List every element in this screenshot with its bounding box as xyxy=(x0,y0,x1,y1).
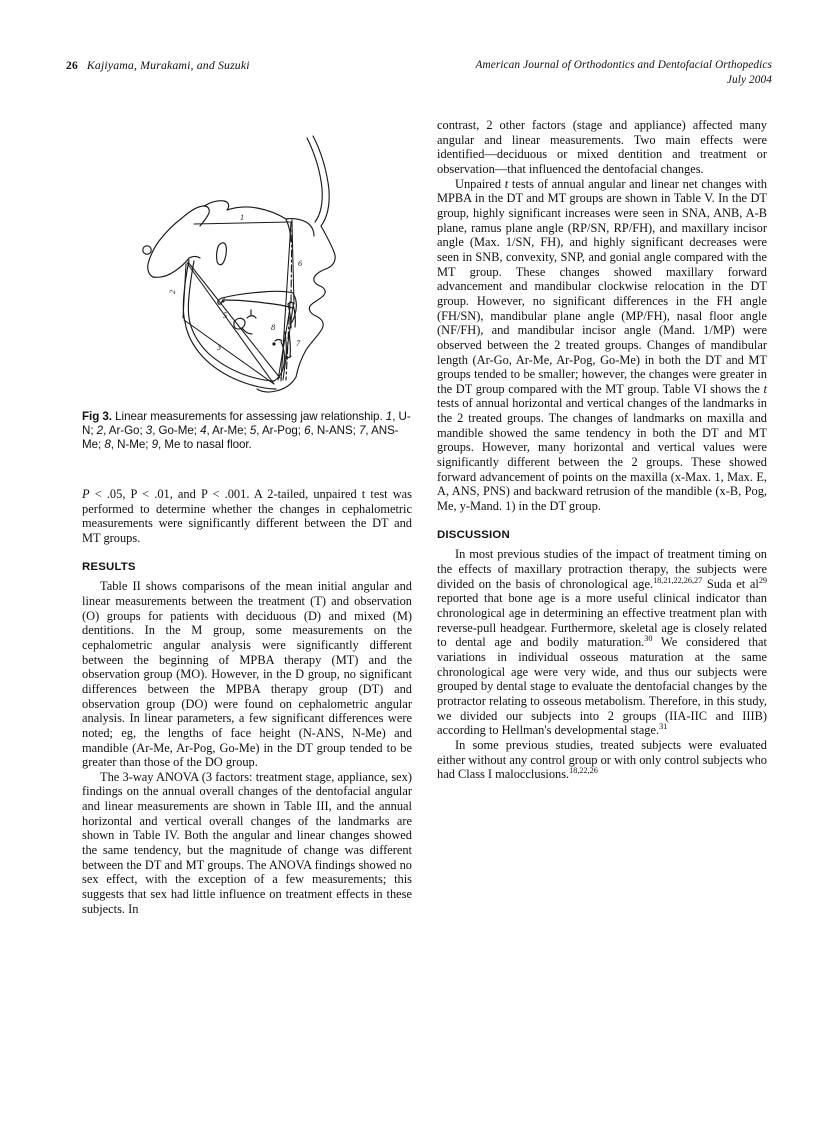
paragraph-discussion-1 xyxy=(437,547,767,738)
running-head-authors: Kajiyama, Murakami, and Suzuki xyxy=(86,58,250,72)
paragraph-results-3: contrast, 2 other factors (stage and appliance) affected many angular and linear measurements. Two main effects were identified—deciduous or mixed dentition and treatment or observation—that influenced the dentofacial changes. xyxy=(437,118,767,176)
paragraph-results-4 xyxy=(437,177,767,514)
paragraph-discussion-2 xyxy=(437,738,767,782)
figure-item-name-5: , Ar-Pog; xyxy=(256,424,305,438)
figure-line-label-7: 7 xyxy=(296,339,301,348)
figure-item-name-9: , Me to nasal floor. xyxy=(158,438,252,452)
section-heading-results: RESULTS xyxy=(82,560,136,573)
figure-line-label-9: 9 xyxy=(284,354,289,363)
reference-superscript-2: 29 xyxy=(758,575,767,585)
figure-item-num-4: 4 xyxy=(200,424,207,438)
cephalometric-tracing-image xyxy=(82,118,412,406)
figure-caption xyxy=(82,410,412,453)
figure-item-name-7: , ANS-Me; xyxy=(82,424,399,452)
figure-item-num-6: 6 xyxy=(304,424,311,438)
running-head-right xyxy=(475,58,772,88)
p-symbol: P xyxy=(82,487,90,501)
discussion-1-c: reported that bone age is a more useful clinical indicator than chronological age in determining an effective treatment plan with reverse-pull headgear. Furthermore, skeletal age is closely related to dental age and bodily maturation. xyxy=(437,591,767,650)
figure-item-num-2: 2 xyxy=(96,424,104,438)
reference-superscript-4: 31 xyxy=(659,722,668,732)
figure-item-num-8: 8 xyxy=(104,438,111,452)
figure-line-label-4: 4 xyxy=(221,296,226,305)
figure-label: Fig 3. xyxy=(82,410,112,423)
figure-line-label-2: 2 xyxy=(168,289,178,295)
t-symbol-2: t xyxy=(763,381,767,396)
figure-caption-text: Linear measurements for assessing jaw relationship. xyxy=(115,410,386,423)
figure-item-name-4: , Ar-Me; xyxy=(206,424,250,438)
figure-item-num-1: 1 xyxy=(385,410,393,423)
discussion-1-d: We considered that variations in individual osseous maturation at the same chronological age were very wide, and thus our subjects were grouped by dental stage to evaluate the dentofacial changes by the protractor relating to osseous metabolism. Therefore, in this study, we divided our subjects into 2 groups (IIA-IIC and IIIB) according to Hellman's developmental stage. xyxy=(437,635,767,738)
figure-item-name-6: , N-ANS; xyxy=(310,424,359,438)
paragraph-statistics-text: < .05, P < .01, and P < .001. A 2-tailed, unpaired t test was performed to determine whether the changes in cephalometric measurements were significantly different between the DT and MT groups. xyxy=(82,487,412,545)
figure-3 xyxy=(82,118,412,453)
discussion-2-a: In some previous studies, treated subjects were evaluated either without any control group or with only control subjects who had Class I malocclusions. xyxy=(437,737,767,782)
discussion-1-a: In most previous studies of the impact of treatment timing on the effects of maxillary protraction therapy, the subjects were divided on the basis of chronological age. xyxy=(437,547,767,591)
reference-superscript-5: 18,22,26 xyxy=(569,766,598,776)
figure-line-label-3: 3 xyxy=(217,343,222,352)
paragraph-results-2: The 3-way ANOVA (3 factors: treatment stage, appliance, sex) findings on the annual overall changes of the dentofacial angular and linear measurements are shown in Table III, and the annual horizontal and vertical overall changes of the landmarks are shown in Table IV. Both the angular and linear changes showed the same tendency, but the magnitude of change was different between the DT and MT groups. The ANOVA findings showed no sex effect, with the exception of a few measurements; this suggests that sex had little influence on treatment effects in these subjects. In xyxy=(82,769,412,916)
paragraph-results-1: Table II shows comparisons of the mean initial angular and linear measurements between the treatment (T) and observation (O) groups for patients with deciduous (D) and mixed (M) dentitions. In the M group, some measurements on the cephalometric angular analysis were significantly different between the beginning of MPBA therapy (MT) and the observation group (MO). However, in the D group, no significant differences between the MPBA therapy group (DT) and observation group (DO) were found on cephalometric angular analysis. In linear parameters, a few significant differences were noted; eg, the lengths of face height (N-ANS, N-Me) and mandible (Ar-Me, Ar-Pog, Go-Me) in the DT group tended to be greater than those of the DO group. xyxy=(82,579,412,770)
figure-line-label-1: 1 xyxy=(240,213,245,222)
results-4-a: Unpaired xyxy=(455,176,505,191)
figure-item-name-2: , Ar-Go; xyxy=(103,424,146,438)
right-column-body xyxy=(437,118,767,782)
running-head-left xyxy=(66,58,250,73)
left-column-body xyxy=(82,487,412,916)
figure-item-num-7: 7 xyxy=(359,424,366,438)
reference-superscript-3: 30 xyxy=(644,634,653,644)
results-4-c: tests of annual horizontal and vertical changes of the landmarks in the 2 treated groups. The changes of landmarks on maxilla and mandible showed the same tendency in both the DT and MT groups. However, many horizontal and vertical values were significantly different between the 2 groups. These showed forward advancement of points on the maxilla (x-Max. 1, Max. E, A, ANS, PNS) and backward retrusion of the mandible (x-B, Pog, Me, y-Mand. 1) in the DT group. xyxy=(437,396,767,514)
journal-title: American Journal of Orthodontics and Dentofacial Orthopedics xyxy=(475,59,772,71)
results-4-b: tests of annual angular and linear net changes with MPBA in the DT and MT groups are shown in Table V. In the DT group, highly significant increases were seen in SNA, ANB, A-B plane, ramus plane angle (RP/SN, RP/FH), and maxillary incisor angle (Max. 1/SN, FH), and highly significant decreases were seen in SNB, convexity, SNP, and gonial angle compared with the MT group. These changes showed maxillary forward advancement and mandibular clockwise relocation in the DT group. However, no significant differences in the FH angle (FH/SN), mandibular plane angle (MP/FH), nasal floor angle (NF/FH), and mandibular incisor angle (Mand. 1/MP) were observed between the 2 treated groups. Changes of mandibular length (Ar-Go, Ar-Me, Ar-Pog, Go-Me) in both the DT and MT groups tended to be smaller; however, the changes were greater in the DT group compared with the MT group. Table VI shows the xyxy=(437,176,767,396)
issue-date: July 2004 xyxy=(726,74,772,86)
figure-item-num-5: 5 xyxy=(249,424,257,438)
figure-item-name-8: , N-Me; xyxy=(110,438,152,452)
t-symbol-1: t xyxy=(504,176,509,191)
discussion-1-b: Suda et al xyxy=(702,576,759,591)
figure-item-num-9: 9 xyxy=(151,438,158,452)
paragraph-statistics xyxy=(82,487,412,546)
figure-line-label-6: 6 xyxy=(298,259,303,268)
figure-line-label-8: 8 xyxy=(271,323,276,332)
reference-superscript-1: 18,21,22,26,27 xyxy=(653,575,703,585)
section-heading-discussion: DISCUSSION xyxy=(437,528,510,541)
running-head xyxy=(66,58,772,104)
figure-item-num-3: 3 xyxy=(145,424,153,438)
figure-item-name-3: , Go-Me; xyxy=(152,424,201,438)
page-number: 26 xyxy=(66,60,78,72)
figure-item-name-1: , U-N; xyxy=(82,410,411,438)
figure-line-label-5: 5 xyxy=(223,311,228,320)
